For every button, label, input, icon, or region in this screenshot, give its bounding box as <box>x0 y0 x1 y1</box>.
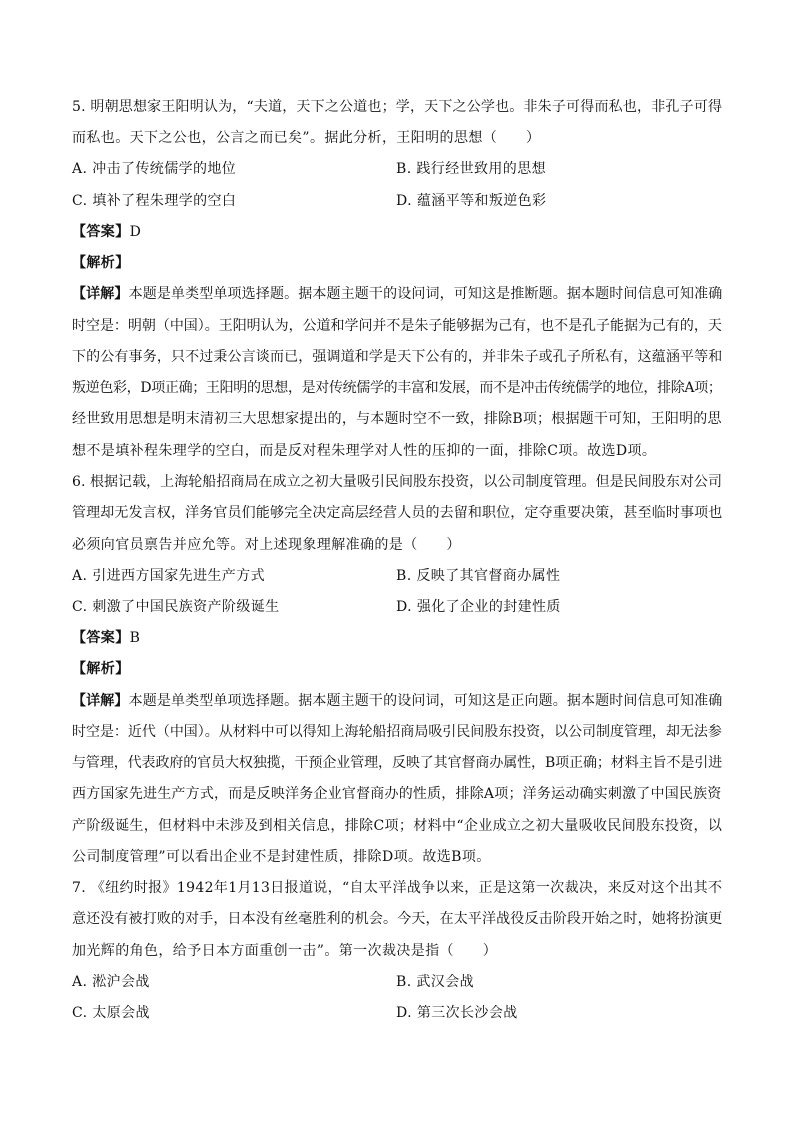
q5-detail-line-5: 经世致用思想是明末清初三大思想家提出的，与本题时空不一致，排除B项；根据题干可知，王阳明的思 <box>72 411 722 427</box>
q5-detail-line-3: 下的公有事务，只不过秉公言谈而已，强调道和学是天下公有的，并非朱子或孔子所私有，这蕴涵平等和 <box>72 349 723 365</box>
q5-detail-tag: 【详解】 <box>72 286 129 302</box>
q7-option-d: D. 第三次长沙会战 <box>396 1005 518 1021</box>
q5-option-a: A. 冲击了传统儒学的地位 <box>72 161 237 177</box>
q6-answer-tag: 【答案】 <box>72 630 130 646</box>
q6-detail-line-2: 时空是：近代（中国）。从材料中可以得知上海轮船招商局吸引民间股东投资，以公司制度管理，却无法参 <box>72 724 722 740</box>
q5-option-b: B. 践行经世致用的思想 <box>396 161 546 177</box>
q6-option-d: D. 强化了企业的封建性质 <box>396 599 561 615</box>
q5-detail-line-2: 时空是：明朝（中国）。王阳明认为，公道和学问并不是朱子能够据为己有，也不是孔子能据为己有的，天 <box>72 318 722 334</box>
q6-answer <box>72 628 722 648</box>
q5-answer-tag: 【答案】 <box>72 224 130 240</box>
q7-option-b: B. 武汉会战 <box>396 974 474 990</box>
q6-stem-line-2: 管理却无发言权，洋务官员们能够完全决定高层经营人员的去留和职位，定夺重要决策，甚至临时事项也 <box>72 505 723 521</box>
q6-option-a: A. 引进西方国家先进生产方式 <box>72 568 266 584</box>
q5-analysis-tag: 【解析】 <box>72 255 130 271</box>
q7-option-a: A. 淞沪会战 <box>72 974 150 990</box>
q6-detail-line-3: 与管理，代表政府的官员大权独揽，干预企业管理，反映了其官督商办属性，B项正确；材料主旨不是引进 <box>72 755 723 771</box>
q6-option-b: B. 反映了其官督商办属性 <box>396 568 561 584</box>
q5-answer-value: D <box>129 224 142 240</box>
q5-stem-line-2: 而私也。天下之公也，公言之而已矣”。据此分析，王阳明的思想（ ） <box>72 130 541 146</box>
q6-detail-line-4: 西方国家先进生产方式，而是反映洋务企业官督商办的性质，排除A项；洋务运动确实刺激了中国民族资 <box>72 786 722 802</box>
q6-answer-value: B <box>129 630 141 646</box>
q5-detail-line-4: 叛逆色彩，D项正确；王阳明的思想，是对传统儒学的丰富和发展，而不是冲击传统儒学的地位，排除A项； <box>72 380 722 396</box>
q6-analysis-tag: 【解析】 <box>72 661 130 677</box>
q5-detail-line-6: 想不是填补程朱理学的空白，而是反对程朱理学对人性的压抑的一面，排除C项。故选D项。 <box>72 443 657 459</box>
q7-option-c: C. 太原会战 <box>72 1005 150 1021</box>
q5-detail-text-1: 本题是单类型单项选择题。据本题主题干的设问词，可知这是推断题。据本题时间信息可知准确 <box>128 286 723 302</box>
q6-detail-tag: 【详解】 <box>72 693 129 709</box>
q6-detail-line-6: 公司制度管理”可以看出企业不是封建性质，排除D项。故选B项。 <box>72 849 491 865</box>
q5-detail-line-1 <box>72 284 722 304</box>
q5-stem-line-1: 5. 明朝思想家王阳明认为，“夫道，天下之公道也；学，天下之公学也。非朱子可得而私也，非孔子可得 <box>72 99 723 115</box>
q7-stem-line-1: 7. 《纽约时报》1942年1月13日报道说，“自太平洋战争以来，正是这第一次裁决，来反对这个出其不 <box>72 880 723 896</box>
q7-stem-line-3: 加光辉的角色，给予日本方面重创一击”。第一次裁决是指（ ） <box>72 943 498 959</box>
q6-detail-text-1: 本题是单类型单项选择题。据本题主题干的设问词，可知这是正向题。据本题时间信息可知准确 <box>128 693 723 709</box>
q6-stem-line-1: 6. 根据记载，上海轮船招商局在成立之初大量吸引民间股东投资，以公司制度管理。但是民间股东对公司 <box>72 474 723 490</box>
q6-option-c: C. 刺激了中国民族资产阶级诞生 <box>72 599 280 615</box>
q5-answer <box>72 222 722 242</box>
q5-option-d: D. 蕴涵平等和叛逆色彩 <box>396 193 547 209</box>
q6-stem-line-3: 必须向官员禀告并应允等。对上述现象理解准确的是（ ） <box>72 537 461 553</box>
q5-option-c: C. 填补了程朱理学的空白 <box>72 193 237 209</box>
q6-detail-line-5: 产阶级诞生，但材料中未涉及到相关信息，排除C项；材料中“企业成立之初大量吸收民间股东投资，以 <box>72 818 723 834</box>
q6-detail-line-1 <box>72 691 722 711</box>
q7-stem-line-2: 意还没有被打败的对手，日本没有丝毫胜利的机会。今天，在太平洋战役反击阶段开始之时，她将扮演更 <box>72 911 723 927</box>
